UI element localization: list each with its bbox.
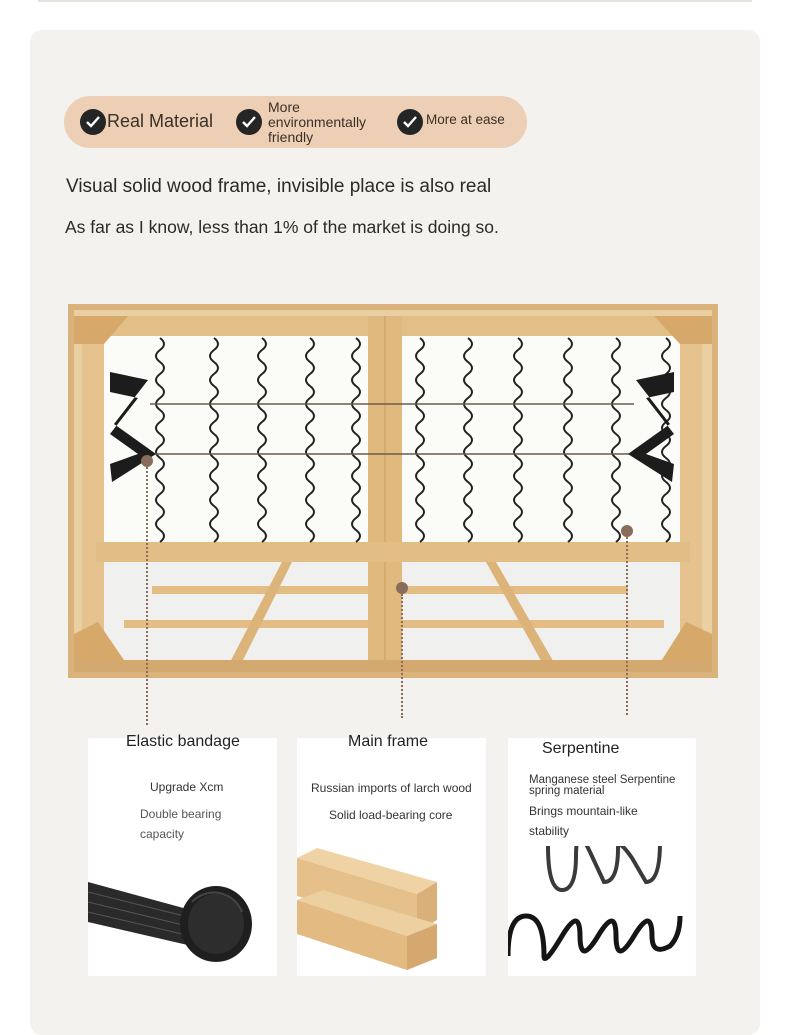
feature-card-serpentine-spring [508, 738, 696, 976]
subheadline: As far as I know, less than 1% of the market is doing so. [65, 217, 499, 237]
elastic-band-image [88, 862, 277, 976]
feature-line: Brings mountain-like stability [529, 804, 638, 838]
feature-card-elastic-bandage [88, 733, 277, 976]
check-icon [80, 109, 106, 135]
marker-elastic-bandage [141, 455, 153, 467]
connector-elastic-bandage [146, 467, 148, 725]
sofa-frame-illustration [68, 304, 718, 678]
feature-line: Upgrade Xcm [150, 780, 224, 794]
badge-eco-friendly: More environmentally friendly [268, 99, 367, 145]
connector-serpentine-spring [626, 537, 628, 715]
feature-title: Serpentine [542, 740, 620, 757]
check-icon [236, 109, 262, 135]
feature-line: Double bearing capacity [140, 807, 222, 841]
wood-beams-image [297, 848, 486, 976]
feature-line: Russian imports of larch wood [311, 781, 472, 795]
badge-real-material: Real Material [107, 111, 214, 131]
top-divider [38, 0, 752, 2]
spring-image [508, 846, 696, 976]
feature-line: Manganese steel Serpentine spring material [529, 774, 676, 797]
connector-main-frame [401, 594, 403, 718]
marker-main-frame [396, 582, 408, 594]
badge-at-ease: More at ease [426, 112, 505, 127]
check-icon [397, 109, 423, 135]
feature-badges [64, 96, 527, 148]
feature-card-main-frame [297, 733, 486, 976]
feature-line: Solid load-bearing core [329, 808, 453, 822]
marker-serpentine-spring [621, 525, 633, 537]
feature-title: Main frame [348, 733, 429, 750]
headline: Visual solid wood frame, invisible place is also real [66, 176, 492, 197]
feature-title: Elastic bandage [126, 733, 240, 750]
